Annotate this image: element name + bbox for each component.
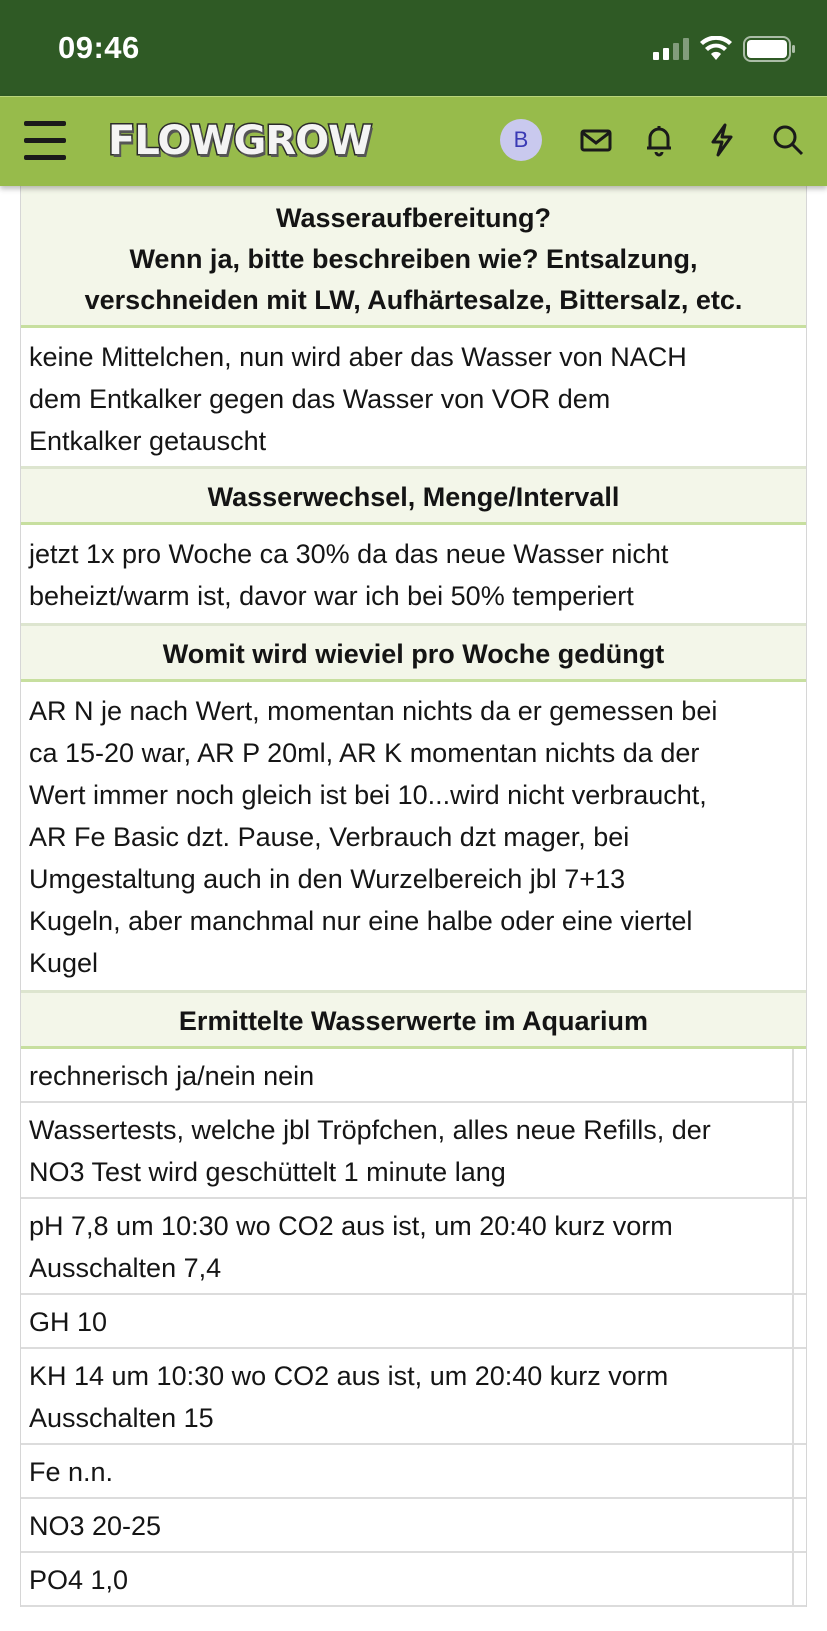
table-row bbox=[21, 1199, 806, 1295]
status-time: 09:46 bbox=[58, 30, 140, 65]
table-row bbox=[21, 1295, 806, 1349]
value-line: rechnerisch ja/nein nein bbox=[29, 1061, 315, 1091]
section-fertilizing bbox=[20, 623, 807, 990]
value-line: Kugel bbox=[29, 948, 99, 978]
bell-icon[interactable] bbox=[640, 121, 678, 159]
search-icon[interactable] bbox=[769, 121, 807, 159]
table-row bbox=[21, 1049, 806, 1103]
value-line: Wassertests, welche jbl Tröpfchen, alles neue Refills, der bbox=[29, 1115, 711, 1145]
value-line: Ausschalten 15 bbox=[29, 1403, 214, 1433]
value-line: AR Fe Basic dzt. Pause, Verbrauch dzt mager, bei bbox=[29, 822, 630, 852]
site-logo[interactable] bbox=[108, 113, 371, 169]
section-heading: Womit wird wieviel pro Woche gedüngt bbox=[21, 623, 806, 682]
lightning-icon[interactable] bbox=[703, 121, 741, 159]
heading-line: Wenn ja, bitte beschreiben wie? Entsalzung, bbox=[129, 244, 698, 274]
value-line: keine Mittelchen, nun wird aber das Wasser von NACH bbox=[29, 342, 687, 372]
status-bar bbox=[0, 0, 827, 96]
profile-table bbox=[20, 186, 807, 1607]
value-line: NO3 Test wird geschüttelt 1 minute lang bbox=[29, 1157, 506, 1187]
heading-line: Wasseraufbereitung? bbox=[275, 203, 552, 233]
logo-text: FLOWGROW bbox=[108, 118, 372, 164]
section-heading bbox=[21, 186, 806, 328]
app-header bbox=[0, 96, 827, 186]
menu-icon[interactable] bbox=[24, 119, 68, 163]
value-line: KH 14 um 10:30 wo CO2 aus ist, um 20:40 kurz vorm bbox=[29, 1361, 669, 1391]
section-water-treatment bbox=[20, 186, 807, 466]
value-line: AR N je nach Wert, momentan nichts da er gemessen bei bbox=[29, 696, 718, 726]
value-line: Ausschalten 7,4 bbox=[29, 1253, 222, 1283]
value-line: jetzt 1x pro Woche ca 30% da das neue Wasser nicht bbox=[29, 539, 669, 569]
table-row bbox=[21, 1445, 806, 1499]
value-line: Fe n.n. bbox=[29, 1457, 114, 1487]
section-water-change bbox=[20, 466, 807, 623]
section-water-values bbox=[20, 990, 807, 1607]
value-line: Umgestaltung auch in den Wurzelbereich jbl 7+13 bbox=[29, 864, 626, 894]
value-line: Wert immer noch gleich ist bei 10...wird nicht verbraucht, bbox=[29, 780, 707, 810]
value-line: PO4 1,0 bbox=[29, 1565, 129, 1595]
value-line: Kugeln, aber manchmal nur eine halbe oder eine viertel bbox=[29, 906, 693, 936]
value-line: dem Entkalker gegen das Wasser von VOR dem bbox=[29, 384, 611, 414]
table-row bbox=[21, 1499, 806, 1553]
wifi-icon bbox=[699, 36, 733, 62]
table-row bbox=[21, 1103, 806, 1199]
value-line: pH 7,8 um 10:30 wo CO2 aus ist, um 20:40 kurz vorm bbox=[29, 1211, 673, 1241]
status-icons bbox=[653, 34, 797, 64]
value-line: ca 15-20 war, AR P 20ml, AR K momentan nichts da der bbox=[29, 738, 700, 768]
value-line: NO3 20-25 bbox=[29, 1511, 162, 1541]
water-values-list bbox=[21, 1049, 806, 1607]
section-heading: Wasserwechsel, Menge/Intervall bbox=[21, 466, 806, 525]
section-value bbox=[21, 682, 806, 990]
mail-icon[interactable] bbox=[577, 121, 615, 159]
section-value bbox=[21, 328, 806, 466]
cellular-signal-icon bbox=[653, 38, 689, 60]
avatar[interactable]: B bbox=[500, 119, 542, 161]
section-value bbox=[21, 525, 806, 623]
value-line: GH 10 bbox=[29, 1307, 108, 1337]
table-row bbox=[21, 1349, 806, 1445]
battery-icon bbox=[743, 36, 797, 62]
value-line: beheizt/warm ist, davor war ich bei 50% temperiert bbox=[29, 581, 634, 611]
heading-line: verschneiden mit LW, Aufhärtesalze, Bittersalz, etc. bbox=[84, 285, 743, 315]
table-row bbox=[21, 1553, 806, 1607]
value-line: Entkalker getauscht bbox=[29, 426, 267, 456]
section-heading: Ermittelte Wasserwerte im Aquarium bbox=[21, 990, 806, 1049]
